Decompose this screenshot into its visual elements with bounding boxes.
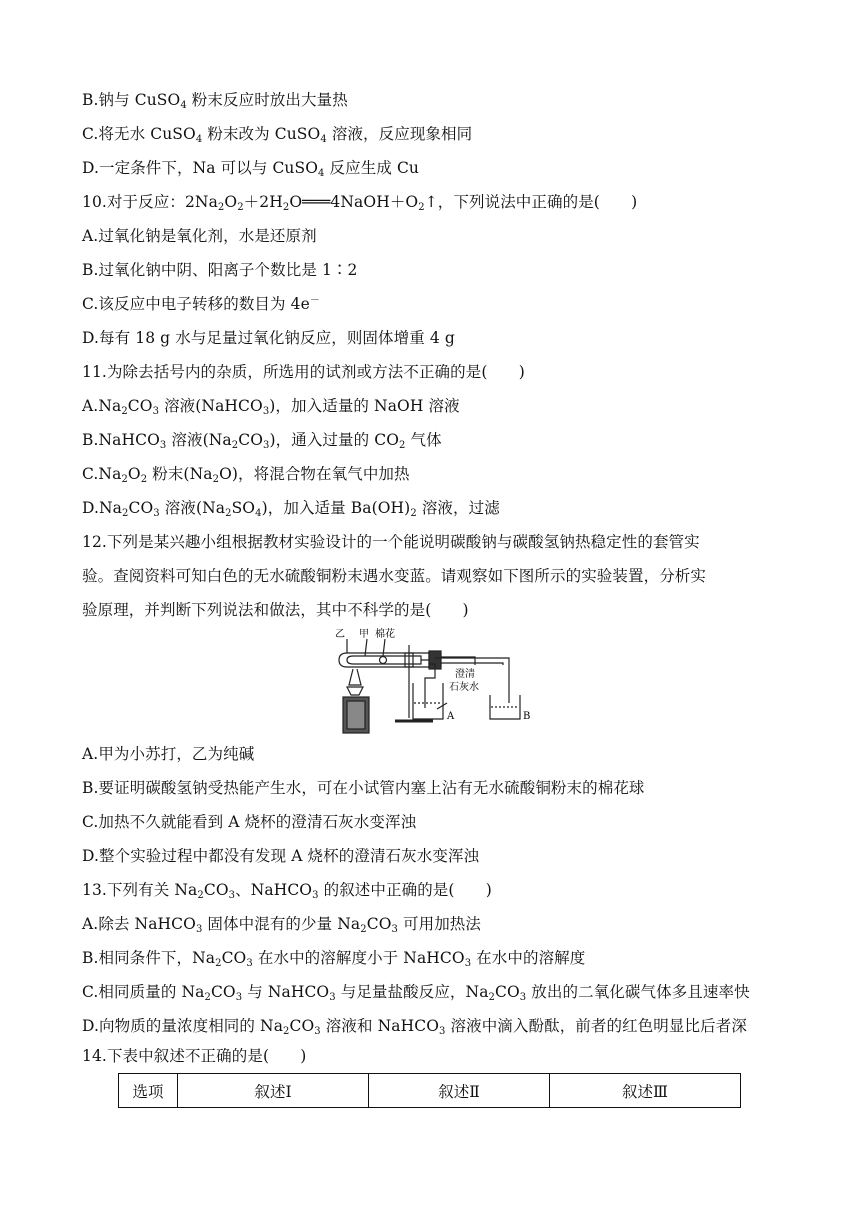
option-b [82,778,645,798]
question-12-cont [82,566,706,586]
text-fragment: 4 [318,168,325,179]
option-a [82,396,460,416]
question-10 [82,192,637,212]
text-fragment: CO [221,949,247,967]
text-fragment: 2 [225,508,232,519]
text-fragment: 2 [399,440,406,451]
text-fragment: 3 [195,924,203,935]
text-fragment: 在水中的溶解度小于 NaHCO [252,949,465,967]
text-fragment: B.相同条件下，Na [82,949,216,967]
text-fragment: 4 [320,134,327,145]
question-13 [82,880,492,900]
text-fragment: 溶液(NaHCO [159,397,263,415]
text-fragment: 2 [121,474,128,485]
text-fragment: C.将无水 CuSO [82,125,196,143]
option-c [82,294,320,314]
text-fragment: 3 [262,406,270,417]
text-fragment: SO [231,499,256,517]
label-a: A [447,711,455,722]
text-fragment: C.Na [82,465,122,483]
text-fragment: 2 [140,474,148,485]
text-fragment: 溶液，过滤 [416,499,500,517]
text-fragment: 3 [235,992,243,1003]
text-fragment: 2 [217,202,225,213]
apparatus-figure [325,623,545,735]
text-fragment: D.整个实验过程中都没有发现 A 烧杯的澄清石灰水变浑浊 [82,847,480,865]
text-fragment: 3 [519,992,527,1003]
text-fragment: 4 [180,100,187,111]
text-fragment: 3 [312,890,319,901]
text-fragment: )，加入适量的 NaOH 溶液 [269,397,460,415]
text-fragment: 2 [215,958,222,969]
text-fragment: D.向物质的量浓度相同的 Na [82,1017,284,1035]
text-fragment: 2 [212,474,220,485]
text-fragment: 、NaHCO [235,881,313,899]
text-fragment: B.NaHCO [82,431,160,449]
option-b [82,948,585,968]
text-fragment: B.钠与 CuSO [82,91,181,109]
text-fragment: 3 [152,406,160,417]
text-fragment: CO [128,499,154,517]
text-fragment: 溶液，反应现象相同 [326,125,473,143]
option-d [82,1016,747,1036]
text-fragment: CO [366,915,392,933]
text-fragment: 11.为除去括号内的杂质，所选用的试剂或方法不正确的是( ) [82,363,525,381]
question-11 [82,362,525,382]
text-fragment: C.该反应中电子转移的数目为 4e [82,295,310,313]
text-fragment: 4 [255,508,262,519]
text-fragment: A.过氧化钠是氧化剂，水是还原剂 [82,227,317,245]
text-fragment: 2 [360,924,367,935]
text-line [82,90,348,110]
label-jia: 甲 [359,629,369,640]
text-fragment: 10.对于反应：2Na [82,193,218,211]
text-fragment: 2 [282,202,290,213]
text-fragment: CO [210,983,236,1001]
text-fragment: 溶液(Na [159,499,226,517]
text-fragment: C.相同质量的 Na [82,983,205,1001]
text-fragment: B.要证明碳酸氢钠受热能产生水，可在小试管内塞上沾有无水硫酸铜粉末的棉花球 [82,779,645,797]
text-fragment: 2 [122,508,129,519]
option-a [82,226,317,246]
text-line [82,124,472,144]
text-fragment: 3 [228,890,236,901]
label-limewater-1: 澄清 [455,669,475,680]
text-fragment: CO [495,983,520,1001]
text-fragment: 3 [464,958,472,969]
option-d [82,328,455,348]
question-12-cont [82,600,469,620]
question-14 [82,1046,306,1066]
text-fragment: 气体 [405,431,442,449]
text-fragment: ＋2H [243,193,283,211]
text-fragment: 2 [410,508,417,519]
option-a [82,744,254,764]
option-c [82,982,750,1002]
text-fragment: )，加入适量 Ba(OH) [261,499,411,517]
text-fragment: 溶液中滴入酚酞，前者的红色明显比后者深 [445,1017,747,1035]
text-line [82,158,419,178]
text-fragment: 3 [159,440,167,451]
text-fragment: D.一定条件下，Na 可以与 CuSO [82,159,319,177]
label-limewater-2: 石灰水 [449,682,479,693]
text-fragment: CO [203,881,229,899]
text-fragment: 固体中混有的少量 Na [202,915,361,933]
text-fragment: 可用加热法 [397,915,482,933]
option-c [82,464,410,484]
text-fragment: 13.下列有关 Na [82,881,198,899]
text-fragment: 在水中的溶解度 [471,949,586,967]
text-fragment: )，通入过量的 CO [269,431,400,449]
text-fragment: D.每有 18 g 水与足量过氧化钠反应，则固体增重 4 g [82,329,455,347]
text-fragment: O═══4NaOH＋O [289,193,419,211]
table-header-cell: 选项 [119,1074,178,1108]
text-fragment: ↑，下列说法中正确的是( ) [424,193,638,211]
text-fragment: 与 NaHCO [242,983,330,1001]
text-fragment: 放出的二氧化碳气体多且速率快 [526,983,750,1001]
option-b [82,430,442,450]
text-fragment: 的叙述中正确的是( ) [318,881,492,899]
text-fragment: 14.下表中叙述不正确的是( ) [82,1047,307,1065]
text-fragment: D.Na [82,499,123,517]
text-fragment: － [309,295,321,306]
text-fragment: CO [238,431,264,449]
text-fragment: CO [289,1017,315,1035]
text-fragment: 2 [418,202,425,213]
text-fragment: 粉末(Na [147,465,213,483]
text-fragment: A.甲为小苏打，乙为纯碱 [82,745,255,763]
label-yi: 乙 [335,629,345,640]
text-fragment: 3 [439,1026,446,1037]
text-fragment: 2 [197,890,204,901]
text-fragment: 溶液和 NaHCO [320,1017,440,1035]
text-fragment: 与足量盐酸反应，Na [335,983,489,1001]
text-fragment: O [127,465,141,483]
text-fragment: CO [127,397,153,415]
text-fragment: 2 [121,406,128,417]
text-fragment: 2 [237,202,244,213]
text-fragment: 3 [329,992,336,1003]
text-fragment: 3 [246,958,253,969]
option-d [82,498,500,518]
statement-table [118,1073,741,1108]
text-fragment: 2 [204,992,211,1003]
text-fragment: 粉末改为 CuSO [202,125,321,143]
option-c [82,812,416,832]
option-b [82,260,357,280]
text-fragment: 2 [231,440,239,451]
text-fragment: 12.下列是某兴趣小组根据教材实验设计的一个能说明碳酸钠与碳酸氢钠热稳定性的套管实 [82,533,700,551]
text-fragment: 3 [314,1026,321,1037]
text-fragment: 3 [153,508,160,519]
text-fragment: O [224,193,238,211]
text-fragment: 溶液(Na [166,431,232,449]
text-fragment: C.加热不久就能看到 A 烧杯的澄清石灰水变浑浊 [82,813,417,831]
text-fragment: 验原理，并判断下列说法和做法，其中不科学的是( ) [82,601,469,619]
table-header-cell: 叙述Ⅰ [178,1074,369,1108]
text-fragment: A.除去 NaHCO [82,915,196,933]
option-a [82,914,481,934]
text-fragment: A.Na [82,397,122,415]
text-fragment: 粉末反应时放出大量热 [186,91,348,109]
text-fragment: B.过氧化钠中阴、阳离子个数比是 1∶2 [82,261,358,279]
text-fragment: 反应生成 Cu [324,159,419,177]
label-cotton: 棉花 [375,629,395,640]
option-d [82,846,479,866]
text-fragment: 验。查阅资料可知白色的无水硫酸铜粉末遇水变蓝。请观察如下图所示的实验装置，分析实 [82,567,707,585]
text-fragment: 2 [283,1026,290,1037]
text-fragment: 3 [263,440,270,451]
table-header-cell: 叙述Ⅱ [369,1074,550,1108]
text-fragment: 4 [195,134,203,145]
question-12 [82,532,700,552]
table-header-row [119,1074,741,1108]
text-fragment: 2 [488,992,496,1003]
text-fragment: O)，将混合物在氧气中加热 [219,465,410,483]
table-header-cell: 叙述Ⅲ [550,1074,741,1108]
label-b: B [523,711,531,722]
text-fragment: 3 [391,924,398,935]
